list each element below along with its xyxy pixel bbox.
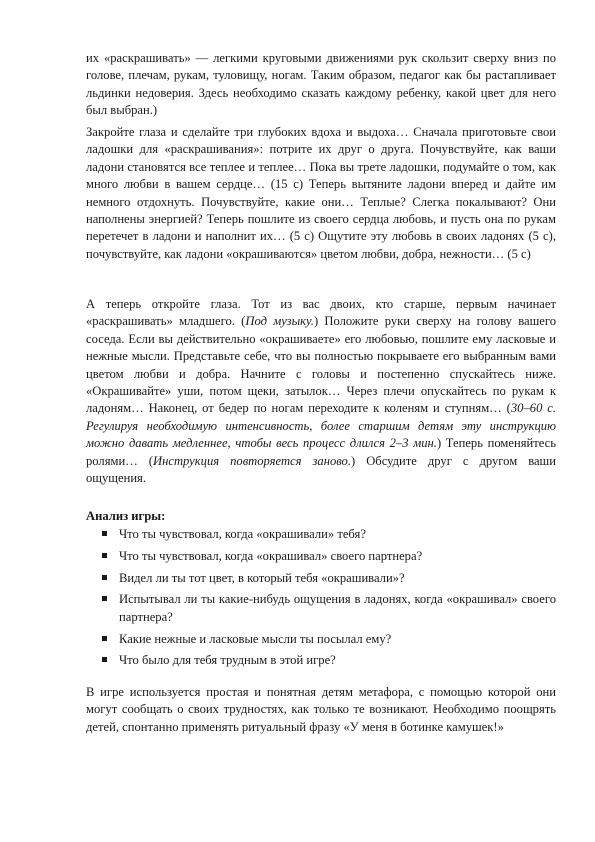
list-item <box>86 631 556 648</box>
paragraph-conclusion <box>86 684 556 736</box>
paragraph-instructions-text: Закройте глаза и сделайте три глубоких вдоха и выдоха… Сначала приготовьте свои ладошки для «раскрашивания»: потрите их друг о друга. Почувствуйте, как ваши ладони становятся все теплее и теплее… Пока вы трете ладошки, подумайте о том, как много любви в вашем сердце… (15 с) Теперь вытяните ладони вперед и дайте им немного отдохнуть. Почувствуйте, какие они… Теплые? Слегка покалывают? Они наполнены энергией? Теперь пошлите из своего сердца любовь, и пусть она по рукам перетечет в ладони и наполнит их… (5 с) Ощутите эту любовь в своих ладонях (5 с), почувствуйте, как ладони «окрашиваются» цветом любви, добра, нежности… (5 с) <box>86 125 556 261</box>
coloring-text-c: ) Теперь поменяйтесь ролями… ( <box>86 436 556 468</box>
analysis-question-list <box>86 526 556 674</box>
coloring-text-b: ) Положите руки сверху на голову вашего соседа. Если вы действительно «окрашиваете» его любовью, пошлите ему ласковые и нежные мысли. Представьте себе, что вы полностью покрываете его выбранным вами цветом любви и добра. Начните с головы и постепенно спускайтесь ниже. «Окрашивайте» уши, потом щеки, затылок… Через плечи опускайтесь по рукам к ладоням… Наконец, от бедер по ногам переходите к коленям и ступням… ( <box>86 314 557 416</box>
coloring-text-d: ) Обсудите друг с другом ваши ощущения. <box>86 453 556 486</box>
analysis-heading: Анализ игры: <box>86 509 166 523</box>
square-bullet-icon <box>102 636 107 641</box>
question-text: Какие нежные и ласковые мысли ты посылал ему? <box>119 631 392 646</box>
paragraph-conclusion-text: В игре используется простая и понятная детям метафора, с помощью которой они могут сообщать о своих трудностях, как только те возникают. Необходимо поощрять детей, спонтанно применять ритуальный фразу «У меня в ботинке камушек!» <box>86 685 556 734</box>
square-bullet-icon <box>102 553 107 558</box>
paragraph-instructions <box>86 124 556 263</box>
paragraph-intro <box>86 50 556 120</box>
list-item <box>86 526 556 543</box>
square-bullet-icon <box>102 531 107 536</box>
question-text: Испытывал ли ты какие-нибудь ощущения в ладонях, когда «окрашивал» своего партнера? <box>119 592 556 624</box>
question-text: Что ты чувствовал, когда «окрашивали» тебя? <box>119 527 366 541</box>
list-item <box>86 652 556 669</box>
coloring-italic-b: 30–60 с. Регулируя необходимую интенсивность, более старшим детям эту инструкцию можно давать медленнее, чтобы весь процесс длился 2–3 мин. <box>86 401 557 451</box>
list-item <box>86 591 556 626</box>
list-item <box>86 548 556 565</box>
paragraph-coloring <box>86 296 556 487</box>
paragraph-intro-text: их «раскрашивать» — легкими круговыми движениями рук скользит сверху вниз по голове, плечам, рукам, туловищу, ногам. Таким образом, педагог как бы растапливает льдинки недоверия. Здесь необходимо сказать каждому ребенку, какой цвет для него был выбран.) <box>86 51 556 118</box>
square-bullet-icon <box>102 657 107 662</box>
coloring-italic-c: Инструкция повторяется заново. <box>153 453 352 468</box>
coloring-italic-a: Под музыку. <box>245 314 314 329</box>
coloring-text-a: А теперь откройте глаза. Тот из вас двоих, кто старше, первым начинает «раскрашивать» младшего. ( <box>86 297 556 329</box>
square-bullet-icon <box>102 575 107 580</box>
question-text: Видел ли ты тот цвет, в который тебя «окрашивали»? <box>119 570 405 585</box>
paragraph-coloring-text <box>86 296 556 487</box>
question-text: Что было для тебя трудным в этой игре? <box>119 653 336 668</box>
question-text: Что ты чувствовал, когда «окрашивал» своего партнера? <box>119 548 423 563</box>
square-bullet-icon <box>102 596 107 601</box>
list-item <box>86 570 556 587</box>
